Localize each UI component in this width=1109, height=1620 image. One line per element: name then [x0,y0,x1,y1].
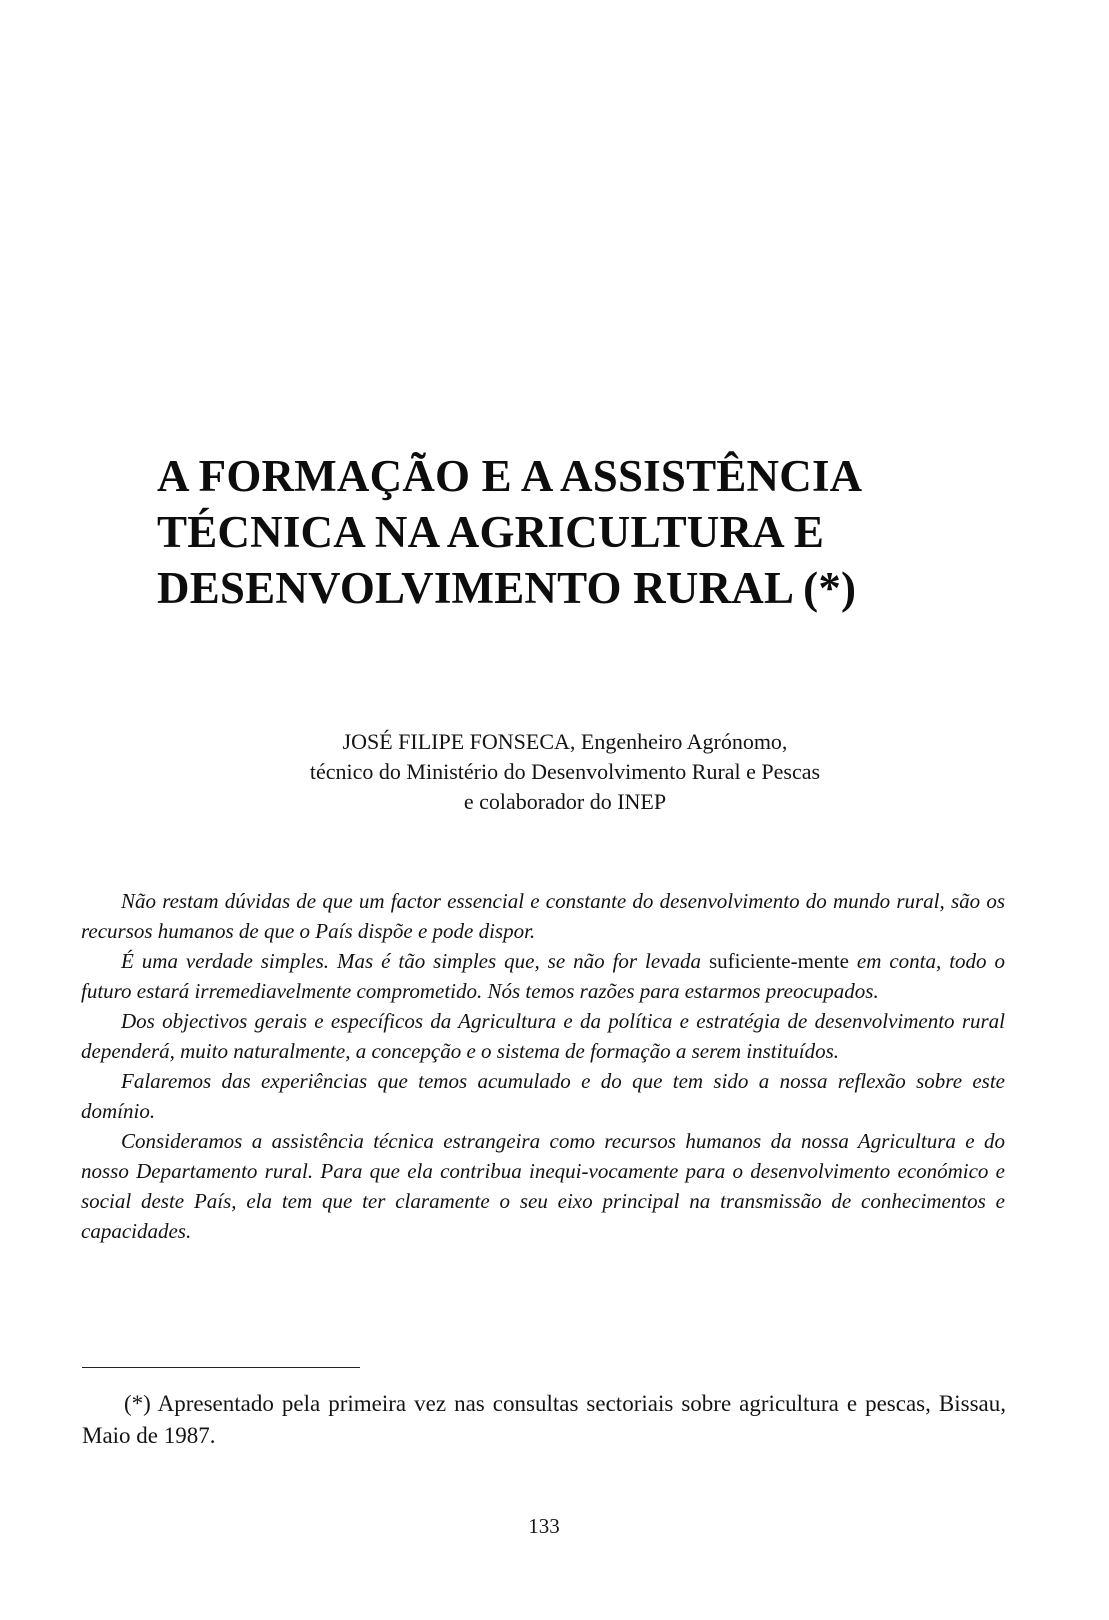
paragraph-1: Não restam dúvidas de que um factor essencial e constante do desenvolvimento do mundo rural, são os recursos humanos de que o País dispõe e pode dispor. [81,889,1005,943]
article-title [157,448,1017,616]
footnote-divider [82,1367,360,1368]
paragraph-2-roman-word: suficiente-mente [708,949,849,973]
author-line-3: e colaborador do INEP [463,789,667,814]
footnote: (*) Apresentado pela primeira vez nas consultas sectoriais sobre agricultura e pescas, Bissau, Maio de 1987. [82,1391,1006,1448]
title-line-1: A FORMAÇÃO E A ASSISTÊNCIA [157,451,863,501]
author-block [140,727,990,817]
title-line-2: TÉCNICA NA AGRICULTURA E [157,507,825,557]
title-line-3: DESENVOLVIMENTO RURAL (*) [157,563,857,613]
article-body [81,886,1005,1246]
page-number: 133 [528,1514,560,1538]
paragraph-5: Consideramos a assistência técnica estrangeira como recursos humanos da nossa Agricultura e do nosso Departamento rural. Para que ela contribua inequi-vocamente para o desenvolvimento económico e social deste País, ela tem que ter claramente o seu eixo principal na transmissão de conhecimentos e capacidades. [81,1129,1005,1243]
paragraph-2 [81,946,1005,1006]
paragraph-3: Dos objectivos gerais e específicos da Agricultura e da política e estratégia de desenvolvimento rural dependerá, muito naturalmente, a concepção e o sistema de formação a serem instituídos. [81,1009,1005,1063]
paragraph-2-text-a: É uma verdade simples. Mas é tão simples que, se não for levada [121,949,709,973]
author-line-1: JOSÉ FILIPE FONSECA, Engenheiro Agrónomo, [342,729,788,754]
author-line-2: técnico do Ministério do Desenvolvimento Rural e Pescas [309,759,821,784]
paragraph-4: Falaremos das experiências que temos acumulado e do que tem sido a nossa reflexão sobre este domínio. [81,1069,1005,1123]
paragraph-2-text-b: em conta, todo o futuro estará irremediavelmente comprometido. Nós temos razões para estarmos preocupados. [81,949,1005,1003]
